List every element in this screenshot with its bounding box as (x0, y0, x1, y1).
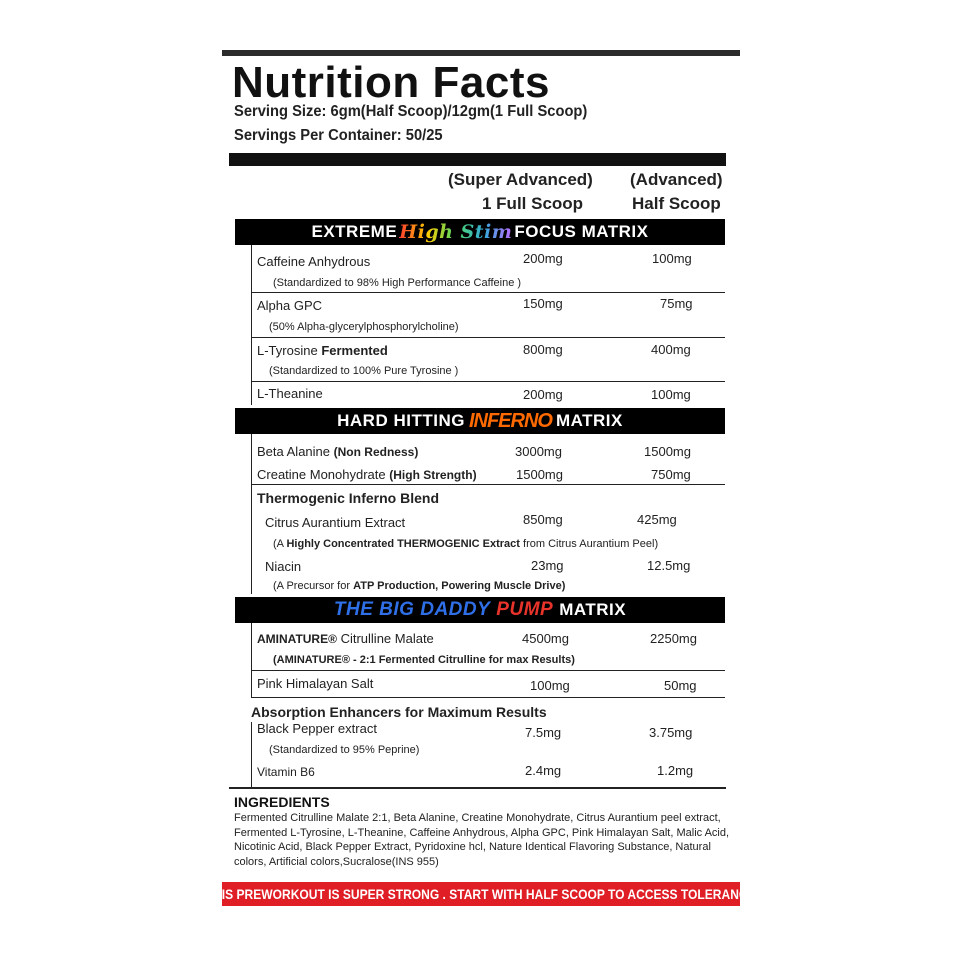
matrix1-post: FOCUS MATRIX (514, 222, 649, 241)
citrus-name: Citrus Aurantium Extract (265, 515, 406, 530)
caffeine-name: Caffeine Anhydrous (257, 254, 371, 269)
tyrosine-name: L-Tyrosine Fermented (257, 343, 388, 358)
citrulline-name: AMINATURE® Citrulline Malate (257, 631, 434, 646)
rule (251, 697, 725, 698)
tyrosine-note: (Standardized to 100% Pure Tyrosine ) (269, 365, 459, 377)
absorption-heading: Absorption Enhancers for Maximum Results (251, 704, 547, 720)
b6-full: 2.4mg (525, 763, 562, 778)
theanine-half: 100mg (651, 387, 691, 402)
focus-matrix-header (235, 219, 725, 245)
col2-header-line2: Half Scoop (632, 194, 721, 213)
theanine-full: 200mg (523, 387, 563, 402)
warning-text: THIS PREWORKOUT IS SUPER STRONG . START WITH HALF SCOOP TO ACCESS TOLERANCE (206, 886, 756, 902)
citrus-half: 425mg (637, 512, 677, 527)
citrus-full: 850mg (523, 512, 563, 527)
niacin-name: Niacin (265, 559, 302, 574)
col1-header-line1: (Super Advanced) (448, 170, 593, 189)
thermogenic-blend-heading: Thermogenic Inferno Blend (257, 490, 440, 506)
alpha-gpc-name: Alpha GPC (257, 298, 323, 313)
caffeine-note: (Standardized to 98% High Performance Caffeine ) (273, 277, 522, 289)
bottom-rule (229, 787, 726, 789)
salt-name: Pink Himalayan Salt (257, 676, 374, 691)
salt-half: 50mg (664, 678, 697, 693)
rule (251, 670, 725, 671)
caffeine-half: 100mg (652, 251, 692, 266)
pepper-half: 3.75mg (649, 725, 693, 740)
niacin-full: 23mg (531, 558, 564, 573)
matrix1-pre: EXTREME (311, 222, 398, 241)
beta-alanine-half: 1500mg (644, 444, 691, 459)
rule (251, 337, 725, 338)
pepper-full: 7.5mg (525, 725, 562, 740)
rule (251, 484, 725, 485)
matrix3-post: MATRIX (559, 600, 627, 619)
pepper-name: Black Pepper extract (257, 721, 377, 736)
matrix2-fancy: INFERNO (468, 409, 552, 432)
rule (251, 381, 725, 382)
col2-header-line1: (Advanced) (630, 170, 723, 189)
niacin-note: (A Precursor for ATP Production, Powering Muscle Drive) (273, 580, 566, 592)
alpha-gpc-note: (50% Alpha-glycerylphosphorylcholine) (269, 321, 459, 333)
matrix3-fancy-b: PUMP (496, 599, 554, 620)
alpha-gpc-half: 75mg (660, 296, 693, 311)
warning-banner (206, 882, 756, 906)
label-title: Nutrition Facts (232, 58, 550, 107)
citrulline-full: 4500mg (522, 631, 569, 646)
niacin-half: 12.5mg (647, 558, 691, 573)
col1-header-line2: 1 Full Scoop (482, 194, 584, 213)
beta-alanine-name: Beta Alanine (Non Redness) (257, 444, 419, 459)
matrix2-post: MATRIX (555, 411, 623, 430)
section2-left-rule (251, 434, 252, 594)
pump-matrix-header (235, 597, 725, 623)
section3-left-rule (251, 623, 252, 697)
pepper-note: (Standardized to 95% Peprine) (269, 744, 420, 756)
tyrosine-half: 400mg (651, 342, 691, 357)
servings-per-container: Servings Per Container: 50/25 (234, 127, 443, 144)
serving-size: Serving Size: 6gm(Half Scoop)/12gm(1 Full Scoop) (234, 103, 588, 120)
matrix2-pre: HARD HITTING (337, 411, 465, 430)
tyrosine-full: 800mg (523, 342, 563, 357)
top-border (222, 50, 740, 56)
inferno-matrix-header (235, 408, 725, 434)
alpha-gpc-full: 150mg (523, 296, 563, 311)
matrix1-fancy: High Stim (399, 221, 513, 243)
matrix3-fancy-a: THE BIG DADDY (333, 599, 491, 620)
citrulline-half: 2250mg (650, 631, 697, 646)
thick-divider (229, 153, 726, 166)
citrus-note: (A Highly Concentrated THERMOGENIC Extract from Citrus Aurantium Peel) (273, 538, 659, 550)
salt-full: 100mg (530, 678, 570, 693)
caffeine-full: 200mg (523, 251, 563, 266)
creatine-name: Creatine Monohydrate (High Strength) (257, 467, 477, 482)
creatine-full: 1500mg (516, 467, 563, 482)
ingredients-text: Fermented Citrulline Malate 2:1, Beta Alanine, Creatine Monohydrate, Citrus Aurantium peel extract, Fermented L-Tyrosine, L-Theanine, Caffeine Anhydrous, Alpha GPC, Pink Himalayan Salt, Malic Acid, Nicotinic Acid, Black Pepper Extract, Pyridoxine hcl, Nature Identical Flavoring Substance, Natural colors, Artificial colors,Sucralose(INS 955) (234, 812, 730, 868)
theanine-name: L-Theanine (257, 386, 323, 401)
creatine-half: 750mg (651, 467, 691, 482)
beta-alanine-full: 3000mg (515, 444, 562, 459)
section4-left-rule (251, 722, 252, 787)
citrulline-note: (AMINATURE® - 2:1 Fermented Citrulline for max Results) (273, 654, 575, 666)
b6-name: Vitamin B6 (257, 765, 315, 779)
rule (251, 292, 725, 293)
b6-half: 1.2mg (657, 763, 694, 778)
ingredients-title: INGREDIENTS (234, 794, 330, 810)
